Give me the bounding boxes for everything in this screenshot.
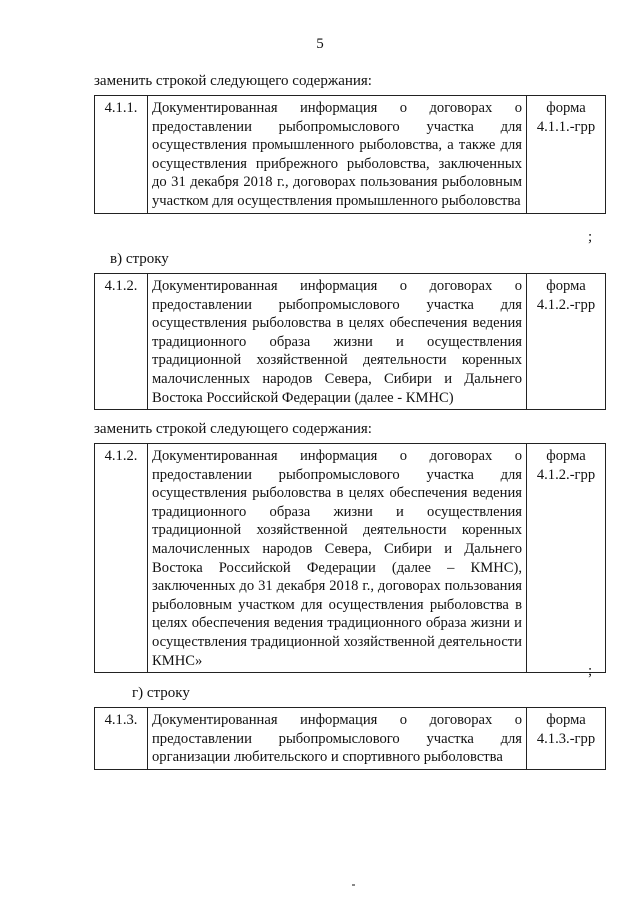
row-form: форма 4.1.2.-грр: [527, 274, 606, 410]
row-number: 4.1.2.: [95, 444, 148, 673]
row-form: форма 4.1.2.-грр: [527, 444, 606, 673]
replace-instruction-1: заменить строкой следующего содержания:: [94, 73, 372, 89]
document-table-4-1-2-old: [94, 273, 606, 410]
row-form: форма 4.1.3.-грр: [527, 708, 606, 770]
item-v-label: в) строку: [110, 251, 169, 267]
table-row: [95, 444, 606, 673]
document-table-4-1-1-new: [94, 95, 606, 214]
row-number: 4.1.1.: [95, 96, 148, 214]
replace-instruction-2: заменить строкой следующего содержания:: [94, 421, 372, 437]
row-description: Документированная информация о договорах о предоставлении рыбопромыслового участка для организации любительского и спортивного рыболовства: [148, 708, 527, 770]
document-table-4-1-3-old: [94, 707, 606, 770]
semicolon-2: ;: [588, 663, 593, 679]
table-row: [95, 274, 606, 410]
row-form: форма 4.1.1.-грр: [527, 96, 606, 214]
document-table-4-1-2-new: [94, 443, 606, 673]
row-description: Документированная информация о договорах о предоставлении рыбопромыслового участка для осуществления рыболовства в целях обеспечения ведения традиционного образа жизни и осуществления традиционной хозяйственной деятельности коренных малочисленных народов Севера, Сибири и Дальнего Востока Российской Федерации (далее - КМНС): [148, 274, 527, 410]
semicolon-1: ;: [588, 229, 593, 245]
page-number: 5: [316, 36, 324, 52]
row-description: Документированная информация о договорах о предоставлении рыбопромыслового участка для осуществления рыболовства в целях обеспечения ведения традиционного образа жизни и осуществления традиционной хозяйственной деятельности коренных малочисленных народов Севера, Сибири и Дальнего Востока Российской Федерации (далее – КМНС), заключенных до 31 декабря 2018 г., договорах пользования рыболовным участком для осуществления рыболовства в целях обеспечения ведения традиционного образа жизни и осуществления традиционной хозяйственной деятельности КМНС»: [148, 444, 527, 673]
item-g-label: г) строку: [132, 685, 190, 701]
table-row: [95, 708, 606, 770]
row-number: 4.1.3.: [95, 708, 148, 770]
row-number: 4.1.2.: [95, 274, 148, 410]
scan-artifact: [352, 884, 355, 886]
table-row: [95, 96, 606, 214]
row-description: Документированная информация о договорах о предоставлении рыбопромыслового участка для осуществления промышленного рыболовства, а также для осуществления прибрежного рыболовства, заключенных до 31 декабря 2018 г., договорах пользования рыболовным участком для осуществления промышленного рыболовства: [148, 96, 527, 214]
